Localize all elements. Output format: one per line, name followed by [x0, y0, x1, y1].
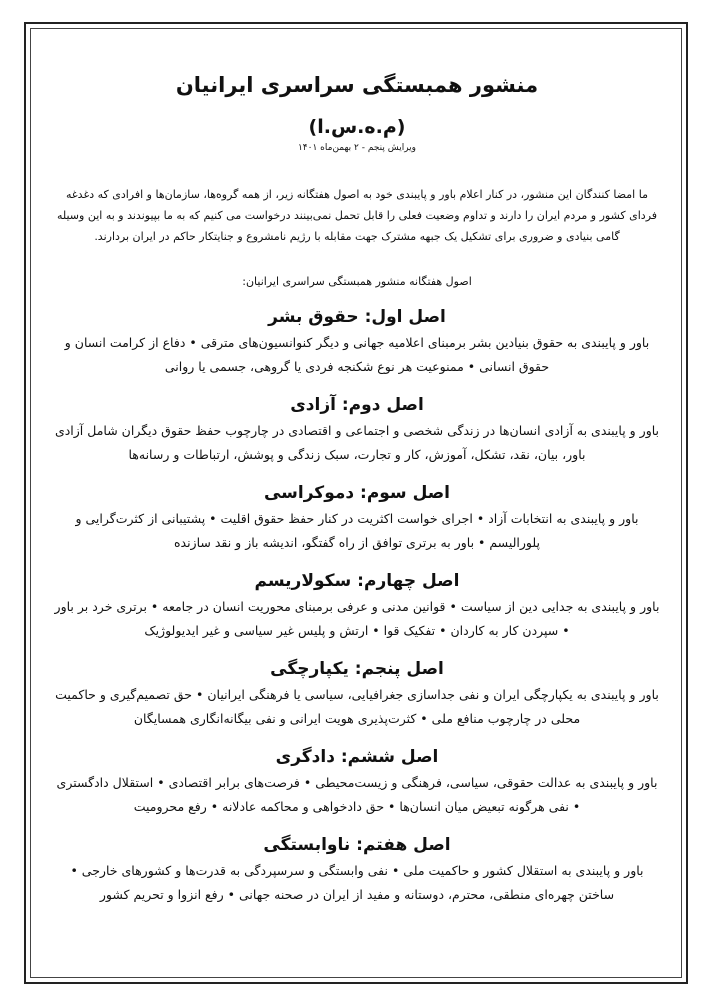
- principles-heading: اصول هفتگانه منشور همبستگی سراسری ایرانیان:: [242, 275, 472, 288]
- principle-title: اصل چهارم: سکولاریسم: [254, 571, 460, 591]
- edition-line: ویرایش پنجم - ۲ بهمن‌ماه ۱۴۰۱: [297, 143, 417, 153]
- document-title: منشور همبستگی سراسری ایرانیان: [175, 73, 539, 97]
- principle-body: باور و پایبندی به یکپارچگی ایران و نفی جداسازی جغرافیایی، سیاسی یا فرهنگی ایرانیان • حق تصمیم‌گیری و حاکمیت محلی در چارچوب منافع ملی • کثرت‌پذیری هویت ایرانی و نفی بیگانه‌انگاری همسایگان: [55, 687, 659, 726]
- principle-6: [54, 743, 660, 819]
- principle-body: باور و پایبندی به جدایی دین از سیاست • قوانین مدنی و عرفی برمبنای محوریت انسان در جامعه • برتری خرد بر باور • سپردن کار به کاردان • تفکیک قوا • ارتش و پلیس غیر سیاسی و غیر ایدیولوژیک: [54, 599, 660, 638]
- principle-1: [54, 303, 660, 379]
- principle-4: [54, 567, 660, 643]
- principle-title: اصل ششم: دادگری: [275, 747, 439, 767]
- principle-7: [54, 831, 660, 907]
- document-abbreviation: (م.ه.س.ا): [308, 116, 406, 138]
- principle-2: [54, 391, 660, 467]
- principle-body: باور و پایبندی به عدالت حقوقی، سیاسی، فرهنگی و زیست‌محیطی • فرصت‌های برابر اقتصادی • استقلال دادگستری • نفی هرگونه تبعیض میان انسان‌ها • حق دادخواهی و محاکمه عادلانه • رفع محرومیت: [56, 775, 658, 814]
- principle-body: باور و پایبندی به انتخابات آزاد • اجرای خواست اکثریت در کنار حفظ حقوق اقلیت • پشتیبانی از کثرت‌گرایی و پلورالیسم • باور به برتری توافق از راه گفتگو، اندیشه باز و نقد سازنده: [75, 511, 639, 550]
- principle-body: باور و پایبندی به حقوق بنیادین بشر برمبنای اعلامیه جهانی و دیگر کنوانسیون‌های مترقی • دفاع از کرامت انسان و حقوق انسانی • ممنوعیت هر نوع شکنجه فردی یا گروهی، جسمی یا روانی: [64, 335, 650, 374]
- principle-5: [54, 655, 660, 731]
- intro-paragraph: ما امضا کنندگان این منشور، در کنار اعلام باور و پایبندی خود به اصول هفتگانه زیر، از همه گروه‌ها، سازمان‌ها و افرادی که دغدغه فردای کشور و مردم ایران را دارند و تداوم وضعیت فعلی را قابل تحمل نمی‌بینند درخواست می کنیم که به ما بپیوندند و به این وسیله گامی بنیادی و ضروری برای تشکیل یک جبهه مشترک جهت مقابله با رژیم نامشروع و جنایتکار حاکم در ایران بردارند.: [56, 188, 658, 243]
- principle-3: [54, 479, 660, 555]
- principle-title: اصل سوم: دموکراسی: [263, 483, 450, 503]
- principle-body: باور و پایبندی به آزادی انسان‌ها در زندگی شخصی و اجتماعی و اقتصادی در چارچوب حفظ حقوق دیگران شامل آزادی باور، بیان، نقد، تشکل، آموزش، کار و تجارت، سبک زندگی و پوشش، ارتباطات و رسانه‌ها: [54, 423, 660, 462]
- principle-title: اصل اول: حقوق بشر: [268, 307, 446, 327]
- principle-title: اصل دوم: آزادی: [290, 395, 424, 415]
- principle-title: اصل پنجم: یکپارچگی: [270, 659, 444, 679]
- principle-body: باور و پایبندی به استقلال کشور و حاکمیت ملی • نفی وابستگی و سرسپردگی به قدرت‌ها و کشورهای خارجی • ساختن چهره‌ای منطقی، محترم، دوستانه و مفید از ایران در صحنه جهانی • رفع انزوا و تحریم کشور: [70, 863, 644, 902]
- principle-title: اصل هفتم: ناوابستگی: [263, 835, 451, 855]
- document-content: [54, 60, 660, 907]
